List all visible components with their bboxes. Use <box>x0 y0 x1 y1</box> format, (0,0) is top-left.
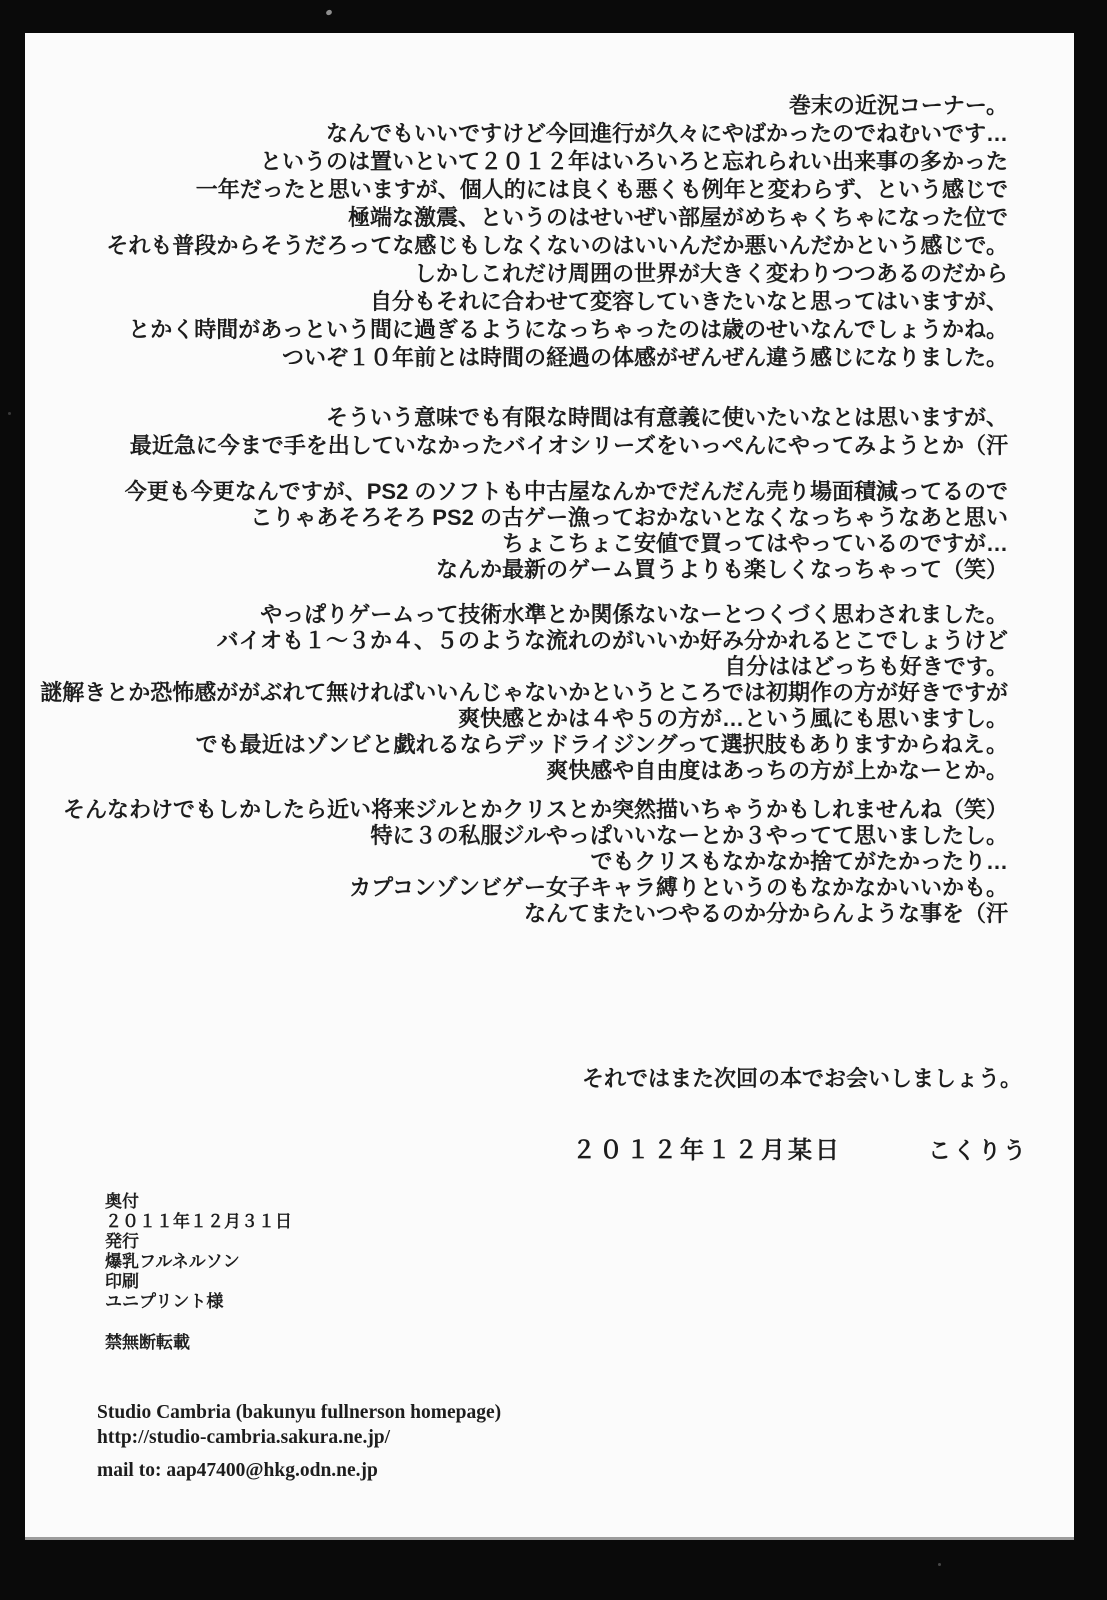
afterword-line: なんてまたいつやるのか分からんような事を（汗 <box>523 901 1008 926</box>
afterword-section-1 <box>31 92 1008 372</box>
afterword-line: 巻末の近況コーナー。 <box>788 93 1008 118</box>
afterword-line: でも最近はゾンビと戯れるならデッドライジングって選択肢もありますからねえ。 <box>195 732 1008 757</box>
afterword-section-3 <box>31 479 1008 583</box>
afterword-line: でもクリスもなかなか捨てがたかったり… <box>590 849 1008 874</box>
afterword-line: そんなわけでもしかしたら近い将来ジルとかクリスとか突然描いちゃうかもしれませんね（笑） <box>62 797 1008 822</box>
scan-speck <box>325 9 333 16</box>
scan-speck <box>8 412 11 415</box>
afterword-line: しかしこれだけ周囲の世界が大きく変わりつつあるのだから <box>413 261 1008 286</box>
date-text: ２０１２年１２月某日 <box>572 1138 842 1164</box>
afterword-line: ちょこちょこ安値で買ってはやっているのですが… <box>501 531 1008 556</box>
date-author-line <box>31 1130 1028 1165</box>
homepage-url: http://studio-cambria.sakura.ne.jp/ <box>97 1427 391 1448</box>
email-address: mail to: aap47400@hkg.odn.ne.jp <box>97 1460 378 1481</box>
author-name: こくりう <box>928 1137 1028 1163</box>
no-reproduction-notice: 禁無断転載 <box>105 1333 190 1352</box>
closing-line: それではまた次回の本でお会いしましょう。 <box>581 1066 1022 1091</box>
colophon-line: 発行 <box>105 1232 139 1251</box>
afterword-section-2 <box>31 404 1008 459</box>
colophon-line: ２０１１年１２月３１日 <box>105 1212 292 1231</box>
studio-name: Studio Cambria (bakunyu fullnerson homepage) <box>97 1402 502 1423</box>
afterword-line: 一年だったと思いますが、個人的には良くも悪くも例年と変わらず、という感じで <box>195 177 1008 202</box>
afterword-line: やっぱりゲームって技術水準とか関係ないなーとつくづく思わされました。 <box>260 602 1008 627</box>
colophon <box>105 1192 292 1312</box>
afterword-line: 極端な激震、というのはせいぜい部屋がめちゃくちゃになった位で <box>347 205 1008 230</box>
afterword-line: それも普段からそうだろってな感じもしなくないのはいいんだか悪いんだかという感じで。 <box>106 233 1008 258</box>
afterword-section-5 <box>31 797 1008 927</box>
colophon-line: 奥付 <box>105 1192 139 1211</box>
colophon-line: 印刷 <box>105 1272 139 1291</box>
afterword-line: 謎解きとか恐怖感ががぶれて無ければいいんじゃないかというところでは初期作の方が好きですが <box>40 680 1008 705</box>
afterword-line: バイオも１～３か４、５のような流れのがいいか好み分かれるとこでしょうけど <box>216 628 1008 653</box>
colophon-line: ユニプリント様 <box>105 1292 224 1311</box>
afterword-line: なんか最新のゲーム買うよりも楽しくなっちゃって（笑） <box>435 557 1008 582</box>
colophon-line: 爆乳フルネルソン <box>105 1252 240 1271</box>
afterword-line: そういう意味でも有限な時間は有意義に使いたいなとは思いますが、 <box>325 405 1008 430</box>
afterword-section-4 <box>31 602 1008 784</box>
afterword-line: 自分ははどっちも好きです。 <box>724 654 1008 679</box>
afterword-line: 特に３の私服ジルやっぱいいなーとか３やってて思いましたし。 <box>370 823 1008 848</box>
afterword-line: 今更も今更なんですが、PS2 のソフトも中古屋なんかでだんだん売り場面積減ってるので <box>124 479 1008 504</box>
afterword-line: ついぞ１０年前とは時間の経過の体感がぜんぜん違う感じになりました。 <box>281 345 1008 370</box>
afterword-line: カプコンゾンビゲー女子キャラ縛りというのもなかなかいいかも。 <box>349 875 1008 900</box>
afterword-line: というのは置いといて２０１２年はいろいろと忘れられい出来事の多かった <box>259 149 1008 174</box>
afterword-line: とかく時間があっという間に過ぎるようになっちゃったのは歳のせいなんでしょうかね。 <box>128 317 1008 342</box>
afterword-line: 爽快感とかは４や５の方が…という風にも思いますし。 <box>457 706 1008 731</box>
afterword-line: 自分もそれに合わせて変容していきたいなと思ってはいますが、 <box>369 289 1008 314</box>
afterword-line: こりゃあそろそろ PS2 の古ゲー漁っておかないとなくなっちゃうなあと思い <box>250 505 1008 530</box>
scanned-page <box>25 33 1074 1540</box>
studio-info <box>97 1400 501 1450</box>
afterword-line: 最近急に今まで手を出していなかったバイオシリーズをいっぺんにやってみようとか（汗 <box>129 432 1008 458</box>
scan-speck <box>938 1563 941 1566</box>
afterword-line: なんでもいいですけど今回進行が久々にやばかったのでねむいです… <box>325 121 1008 146</box>
afterword-line: 爽快感や自由度はあっちの方が上かなーとか。 <box>546 758 1008 783</box>
